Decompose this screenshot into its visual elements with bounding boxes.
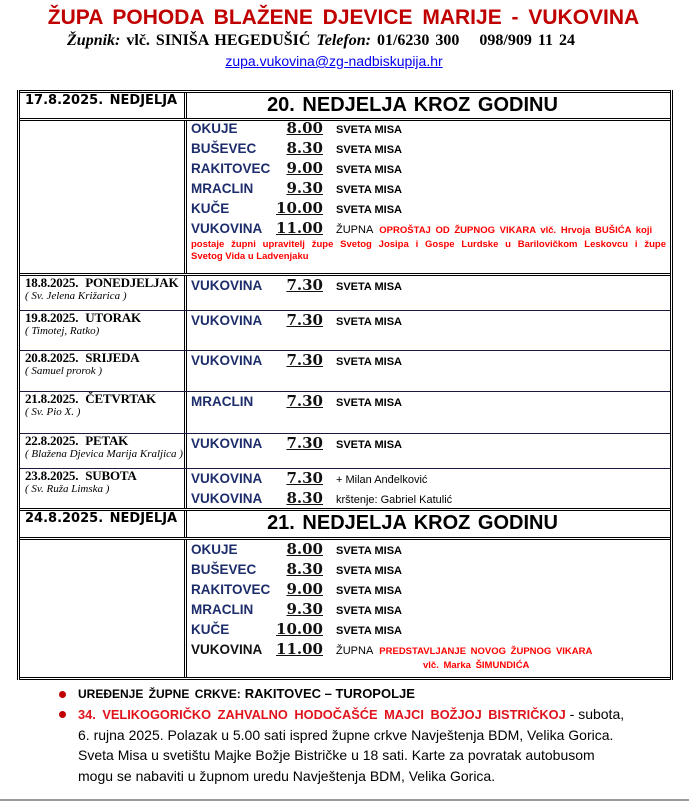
saint-of-day: ( Sv. Pio X. ) [25,406,81,418]
mass-time: 11.00 [276,219,323,237]
mass-line [191,469,666,489]
date-cell [20,276,187,310]
mass-place: RAKITOVEC [191,582,271,597]
saint-of-day: ( Timotej, Ratko) [25,325,100,337]
mass-time: 10.00 [276,620,323,638]
mass-time: 10.00 [276,199,323,217]
announcement-label: UREĐENJE ŽUPNE CRKVE: [78,687,241,701]
mass-place: VUKOVINA [191,491,263,506]
mass-description: SVETA MISA [336,124,403,136]
weekday-row [20,468,670,508]
announcement-title: 34. VELIKOGORIČKO ZAHVALNO HODOČAŠĆE MAJCI BOŽJOJ BISTRIČKOJ [78,707,566,722]
mass-line [191,540,666,560]
sunday-header-row [20,90,670,118]
schedule-table [17,90,673,680]
announcement-item [0,704,689,787]
mass-note-continued: Svetog Vida u Ladvenjaku [191,251,309,262]
empty-date-cell [20,121,187,273]
announcement-item [0,684,689,704]
title-cell [187,511,670,537]
weekday-date [25,276,184,290]
mass-place: RAKITOVEC [191,161,271,176]
announcement-text-line: Sveta Misa u svetištu Majke Božje Bistričke u 18 sati. Karte za povratak autobusom [78,747,595,764]
mass-time: 8.00 [286,121,323,137]
sunday-date: 17.8.2025. NEDJELJA [25,93,178,108]
saint-of-day: ( Sv. Ruža Limska ) [25,483,110,495]
phone-number-2: 098/909 11 24 [479,32,575,49]
announcement-value: RAKITOVEC – TUROPOLJE [244,686,415,701]
mass-line [191,219,666,239]
masses-cell [187,540,670,677]
mass-line [191,311,666,331]
mass-place: BUŠEVEC [191,562,257,577]
mass-time: 7.30 [286,351,323,369]
phone-label: Telefon: [316,32,371,49]
mass-place: VUKOVINA [191,313,263,328]
mass-time: 7.30 [286,392,323,410]
mass-place: MRACLIN [191,181,254,196]
saint-of-day: ( Samuel prorok ) [25,365,103,377]
date: 21.8.2025. [25,392,79,406]
sunday-masses-row [20,537,670,680]
mass-description: SVETA MISA [336,605,403,617]
weekday-date [25,434,184,448]
email-line [0,52,668,70]
mass-note: OPROŠTAJ OD ŽUPNOG VIKARA vlč. Hrvoja BUŠIĆA koji [379,225,653,236]
mass-place: VUKOVINA [191,221,263,236]
sunday-masses-row [20,118,670,273]
mass-place: OKUJE [191,121,238,136]
email-link[interactable]: zupa.vukovina@zg-nadbiskupija.hr [225,53,443,69]
weekday-row [20,433,670,468]
masses-cell [187,392,670,433]
mass-place: MRACLIN [191,602,254,617]
mass-note-continued: vlč. Marka ŠIMUNDIĆA [423,660,530,671]
mass-place: VUKOVINA [191,353,263,368]
mass-line [191,560,666,580]
parish-title: ŽUPA POHODA BLAŽENE DJEVICE MARIJE - VUKOVINA [47,6,640,29]
mass-description: SVETA MISA [336,439,403,451]
masses-cell [187,121,670,273]
weekday-row [20,391,670,433]
announcements-list [0,684,689,787]
date-cell [20,392,187,433]
masses-cell [187,311,670,350]
mass-time: 9.00 [286,159,323,177]
mass-place: MRACLIN [191,394,254,409]
mass-line [191,179,666,199]
mass-line [191,199,666,219]
mass-description: SVETA MISA [336,184,403,196]
mass-description: + Milan Anđelković [336,474,428,486]
mass-time: 9.30 [286,600,323,618]
mass-description: ŽUPNA [336,224,374,236]
mass-time: 8.30 [286,489,323,507]
mass-place: OKUJE [191,542,238,557]
announcement-text-line: 6. rujna 2025. Polazak u 5.00 sati ispred župne crkve Navještenja BDM, Velika Gorica. [78,726,614,743]
masses-cell [187,351,670,391]
mass-line [191,580,666,600]
mass-line [191,121,666,139]
mass-line [191,392,666,412]
mass-note: PREDSTAVLJANJE NOVOG ŽUPNOG VIKARA [379,646,593,657]
mass-description: SVETA MISA [336,281,403,293]
pastor-label: Župnik: [67,32,121,49]
mass-time: 8.30 [286,560,323,578]
mass-time: 8.30 [286,139,323,157]
saint-of-day: ( Sv. Jelena Križarica ) [25,290,127,302]
saint-of-day: ( Blažena Djevica Marija Kraljica ) [25,448,183,460]
announcement-first-line [78,704,689,725]
day-name: UTORAK [85,311,141,325]
weekday-row [20,310,670,350]
weekday-date [25,351,184,365]
mass-description: SVETA MISA [336,545,403,557]
sunday-title: 20. NEDJELJA KROZ GODINU [267,94,558,116]
title-cell [187,93,670,118]
mass-place: BUŠEVEC [191,141,257,156]
date-cell [20,311,187,350]
date-cell [20,351,187,391]
mass-time: 11.00 [276,640,323,658]
mass-description: SVETA MISA [336,397,403,409]
bottom-divider [0,799,689,801]
bullet-icon [59,711,66,718]
date-cell [20,469,187,508]
mass-note-continued: postaje župni upravitelj župe Svetog Josipa i Gospe Lurdske u Barilovičkom Leskovcu i župe [191,239,666,250]
day-name: PETAK [85,434,129,448]
date: 22.8.2025. [25,434,79,448]
mass-description: SVETA MISA [336,204,403,216]
sunday-title: 21. NEDJELJA KROZ GODINU [267,512,558,534]
date: 23.8.2025. [25,469,79,483]
mass-description: SVETA MISA [336,144,403,156]
day-name: SUBOTA [85,469,137,483]
mass-place: VUKOVINA [191,436,263,451]
mass-place: VUKOVINA [191,471,263,486]
day-name: PONEDJELJAK [85,276,179,290]
empty-date-cell [20,540,187,677]
mass-description: krštenje: Gabriel Katulić [336,494,453,506]
phone-number-1: 01/6230 300 [376,32,460,49]
parish-contact-line [0,31,642,51]
mass-time: 7.30 [286,434,323,452]
mass-line [191,139,666,159]
mass-place: VUKOVINA [191,278,263,293]
day-name: ČETVRTAK [85,392,156,406]
mass-line [191,489,666,508]
weekday-row [20,273,670,310]
mass-time: 7.30 [286,311,323,329]
weekday-date [25,392,184,406]
mass-description: SVETA MISA [336,565,403,577]
weekday-date [25,311,184,325]
mass-description: SVETA MISA [336,316,403,328]
masses-cell [187,434,670,468]
announcement-title-suffix: - subota, [569,706,625,722]
mass-line [191,640,666,660]
mass-description: SVETA MISA [336,356,403,368]
mass-line [191,351,666,371]
mass-time: 7.30 [286,469,323,487]
mass-place: VUKOVINA [191,642,263,657]
mass-description: SVETA MISA [336,585,403,597]
mass-place: KUČE [191,201,230,216]
mass-line [191,159,666,179]
day-name: SRIJEDA [85,351,140,365]
mass-description: SVETA MISA [336,164,403,176]
weekday-row [20,350,670,391]
date-cell [20,511,187,537]
sunday-header-row [20,508,670,537]
mass-time: 9.30 [286,179,323,197]
announcement-text-line: mogu se nabaviti u župnom uredu Navještenja BDM, Velika Gorica. [78,768,496,785]
mass-line [191,276,666,296]
mass-place: KUČE [191,622,230,637]
date: 18.8.2025. [25,276,79,290]
mass-description: SVETA MISA [336,625,403,637]
masses-cell [187,469,670,508]
sunday-date: 24.8.2025. NEDJELJA [25,511,178,526]
date-cell [20,434,187,468]
bullet-icon [59,691,66,698]
mass-line [191,620,666,640]
pastor-name: vlč. SINIŠA HEGEDUŠIĆ [126,32,311,49]
mass-time: 7.30 [286,276,323,294]
mass-line [191,434,666,454]
mass-line [191,600,666,620]
weekday-date [25,469,184,483]
mass-time: 8.00 [286,540,323,558]
mass-description: ŽUPNA [336,645,374,657]
masses-cell [187,276,670,310]
date: 20.8.2025. [25,351,79,365]
date: 19.8.2025. [25,311,79,325]
date-cell [20,93,187,118]
mass-time: 9.00 [286,580,323,598]
